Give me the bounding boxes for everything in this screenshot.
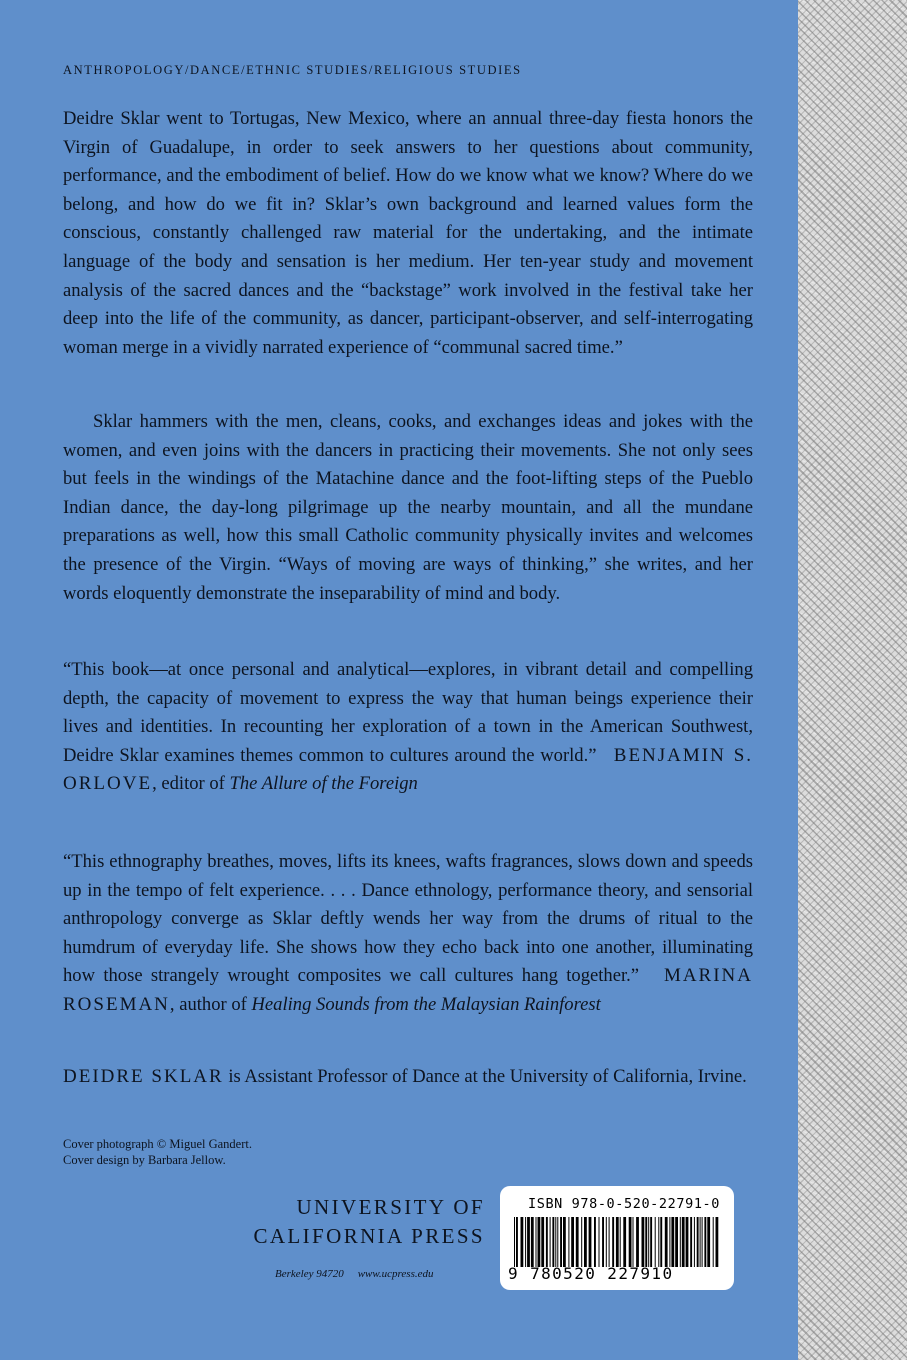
barcode-bar [700, 1217, 701, 1267]
barcode-bar [521, 1217, 524, 1267]
photo-credit: Cover photograph © Miguel Gandert. [63, 1137, 252, 1151]
barcode-bar [694, 1217, 695, 1267]
publisher-web: www.ucpress.edu [357, 1268, 434, 1280]
barcode-bar [594, 1217, 596, 1267]
blurb-text: “This book—at once personal and analytical—explores, in vibrant detail and compelling depth, the capacity of movement to express the way that human beings experience their lives and identities. In recounting her exploration of a town in the American Southwest, Deidre Sklar examines themes common to cultures around the world.” [63, 659, 753, 766]
blurb-roseman [63, 848, 753, 1020]
barcode-bar [660, 1217, 662, 1267]
publisher-line-2: CALIFORNIA PRESS [253, 1224, 485, 1248]
barcode-bar [680, 1217, 681, 1267]
barcode-bar [713, 1217, 714, 1267]
barcode-bar [541, 1217, 544, 1267]
blurb-work: Healing Sounds from the Malaysian Rainforest [251, 993, 601, 1015]
barcode-bar [682, 1217, 685, 1267]
bio-text: is Assistant Professor of Dance at the University of California, Irvine. [223, 1066, 747, 1087]
barcode-bar [665, 1217, 668, 1267]
barcode-bar [571, 1217, 574, 1267]
barcode-bar [648, 1217, 649, 1267]
barcode-bar [609, 1217, 610, 1267]
barcode-bar [697, 1217, 699, 1267]
barcode-bar [675, 1217, 678, 1267]
description-paragraph-1: Deidre Sklar went to Tortugas, New Mexico, where an annual three-day fiesta honors the Virgin of Guadalupe, in order to seek answers to her questions about community, performance, and the embodiment of belief. How do we know what we know? Where do we belong, and how do we fit in? Sklar’s own background and learned values form the conscious, constantly challenged raw material for the undertaking, and the intimate language of the body and sensation is her medium. Her ten-year study and movement analysis of the sacred dances and the “backstage” work involved in the festival take her deep into the life of the community, as dancer, participant-observer, and self-interrogating woman merge in a vividly narrated experience of “communal sacred time.” [63, 108, 753, 358]
barcode-bar [655, 1217, 656, 1267]
isbn-label: ISBN 978-0-520-22791-0 [528, 1196, 721, 1212]
design-credit: Cover design by Barbara Jellow. [63, 1153, 226, 1167]
barcode-bar [620, 1217, 621, 1267]
barcode-bar [514, 1217, 515, 1267]
barcode-bar [599, 1217, 600, 1267]
cover-credits [63, 1136, 252, 1168]
description-paragraph-2 [63, 408, 753, 608]
barcode-bar [690, 1217, 692, 1267]
barcode-bar [581, 1217, 582, 1267]
category-line: ANTHROPOLOGY/DANCE/ETHNIC STUDIES/RELIGIOUS STUDIES [63, 63, 522, 77]
blurb-role: , editor of [152, 773, 225, 795]
barcode-bar [650, 1217, 652, 1267]
barcode-bar [658, 1217, 659, 1267]
barcode-bar [536, 1217, 537, 1267]
barcode-bar [546, 1217, 548, 1267]
publisher-address [275, 1268, 448, 1280]
barcode-bar [629, 1217, 632, 1267]
barcode-bar [636, 1217, 639, 1267]
barcode-bar [527, 1217, 530, 1267]
barcode-bar [552, 1217, 554, 1267]
barcode-bar [516, 1217, 518, 1267]
barcode-bar [623, 1217, 626, 1267]
barcode-bar [584, 1217, 587, 1267]
barcode-bar [707, 1217, 710, 1267]
textured-spine-strip [798, 0, 907, 1360]
publisher-line-1: UNIVERSITY OF [296, 1195, 485, 1219]
barcode-bar [550, 1217, 551, 1267]
publisher-name [239, 1193, 485, 1251]
barcode-bar [555, 1217, 556, 1267]
blurb-author: BENJAMIN S. ORLOVE [63, 744, 754, 795]
barcode-bar [704, 1217, 706, 1267]
barcode-bar [531, 1217, 534, 1267]
blurb-work: The Allure of the Foreign [229, 773, 418, 795]
barcode-bar [576, 1217, 579, 1267]
barcode-bar [560, 1217, 562, 1267]
barcode-bar [702, 1217, 703, 1267]
barcode-bar [671, 1217, 674, 1267]
author-bio [63, 1063, 753, 1092]
isbn-barcode-box [500, 1186, 734, 1290]
barcode-bar [716, 1217, 719, 1267]
description-paragraph-2-text: Sklar hammers with the men, cleans, cooks, and exchanges ideas and jokes with the women, and even joins with the dancers in practicing their movements. She not only sees but feels in the windings of the Matachine dance and the foot-lifting steps of the Pueblo Indian dance, the day-long pilgrimage up the nearby mountain, and all the mundane preparations as well, how this small Catholic community physically invites and welcomes the presence of the Virgin. “Ways of moving are ways of thinking,” she writes, and her words eloquently demonstrate the inseparability of mind and body. [63, 411, 753, 604]
blurb-author: MARINA ROSEMAN [63, 965, 753, 1015]
barcode-bar [642, 1217, 645, 1267]
barcode-bar [669, 1217, 670, 1267]
barcode-bar [589, 1217, 592, 1267]
barcode-bar [602, 1217, 604, 1267]
barcode-bar [686, 1217, 689, 1267]
barcode-bar [525, 1217, 526, 1267]
barcode-bar [563, 1217, 566, 1267]
barcode-bar [633, 1217, 634, 1267]
blurb-role: , author of [169, 993, 247, 1015]
barcode-bar [538, 1217, 541, 1267]
barcode-bar [606, 1217, 607, 1267]
barcode-bar [557, 1217, 558, 1267]
barcode-bar [616, 1217, 619, 1267]
blurb-orlove [63, 656, 753, 799]
barcode-bar [568, 1217, 569, 1267]
bio-name: DEIDRE SKLAR [63, 1066, 224, 1087]
barcode-digits: 9 780520 227910 [508, 1264, 674, 1283]
publisher-city: Berkeley 94720 [275, 1268, 344, 1280]
barcode-icon [512, 1217, 724, 1267]
barcode-bar [612, 1217, 614, 1267]
blurb-text: “This ethnography breathes, moves, lifts its knees, wafts fragrances, slows down and speeds up in the tempo of felt experience. . . . Dance ethnology, performance theory, and sensorial anthropology converge as Sklar deftly wends her way from the drums of ritual to the humdrum of everyday life. She shows how they echo back into one another, illuminating how those strangely wrought composites we call cultures hang together.” [63, 851, 753, 987]
barcode-bar [645, 1217, 647, 1267]
